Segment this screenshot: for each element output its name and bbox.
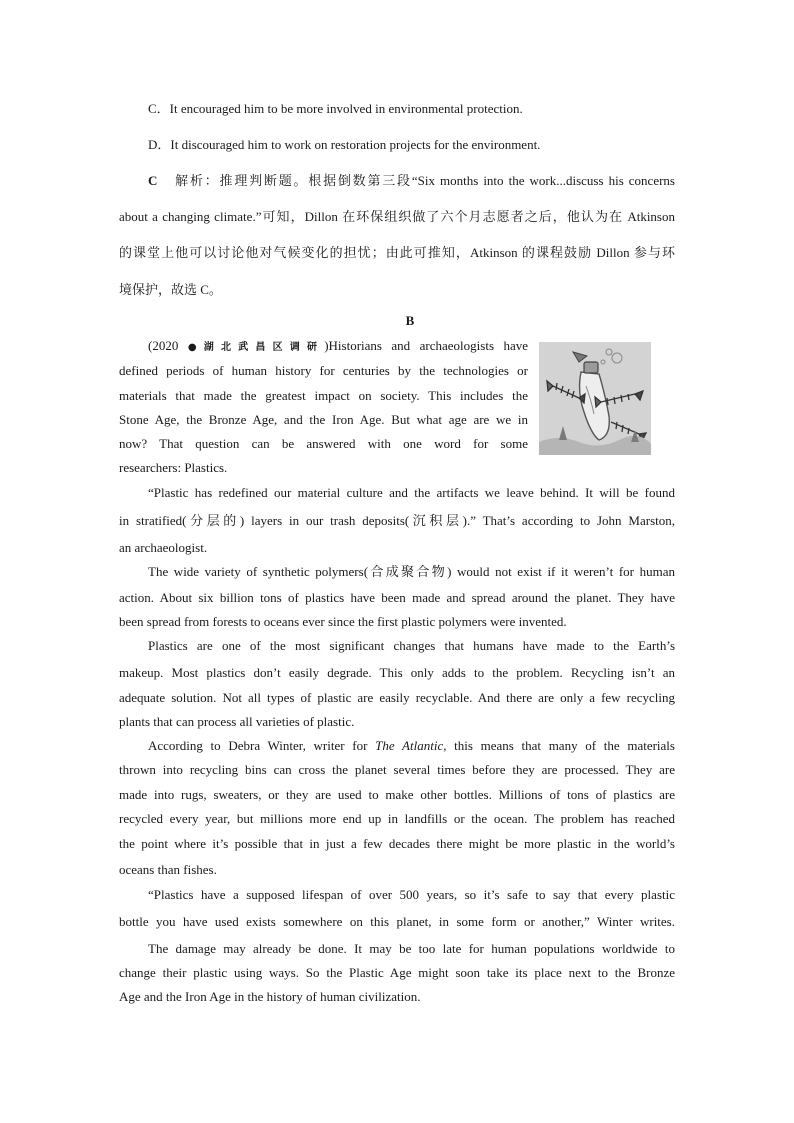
p5-line-5: the point where it’s possible that in just a few decades there might be more plastic in the world’s xyxy=(119,836,675,851)
illustration-svg xyxy=(539,342,651,455)
source-tag: ●湖北武昌区调研 xyxy=(187,342,325,353)
option-c: C．It encouraged him to be more involved in environmental protection. xyxy=(148,101,523,116)
p4-line-3: adequate solution. Not all types of plastic are easily recyclable. And there are only a few recycling xyxy=(119,690,675,705)
p5-line-1: According to Debra Winter, writer for The Atlantic, this means that many of the materials xyxy=(148,738,675,753)
p7-line-3: Age and the Iron Age in the history of human civilization. xyxy=(119,989,421,1004)
p1-line-3: materials that made the greatest impact on society. This includes the xyxy=(119,388,528,403)
p3-line-1: The wide variety of synthetic polymers(合成聚合物) would not exist if it weren’t for human xyxy=(148,564,675,579)
p4-line-4: plants that can process all varieties of plastic. xyxy=(119,714,355,729)
p7-line-2: change their plastic using ways. So the Plastic Age might soon take its place next to the Bronze xyxy=(119,965,675,980)
analysis-line-3: 的课堂上他可以讨论他对气候变化的担忧；由此可推知，Atkinson 的课程鼓励 Dillon 参与环 xyxy=(119,245,675,260)
p4-line-2: makeup. Most plastics don’t easily degrade. This only adds to the problem. Recycling isn’t an xyxy=(119,665,675,680)
p3-line-2: action. About six billion tons of plastics have been made and spread around the planet. They have xyxy=(119,590,675,605)
publication-title: The Atlantic, xyxy=(375,738,447,753)
p6-line-2: bottle you have used exists somewhere on this planet, in some form or another,” Winter writes. xyxy=(119,914,675,929)
analysis-line-1: C 解析：推理判断题。根据倒数第三段“Six months into the work...discuss his concerns xyxy=(148,173,675,188)
p7-line-1: The damage may already be done. It may be too late for human populations worldwide to xyxy=(148,941,675,956)
p4-line-1: Plastics are one of the most significant changes that humans have made to the Earth’s xyxy=(148,638,675,653)
p1-line-1: (2020 ●湖北武昌区调研)Historians and archaeologists have xyxy=(148,338,528,353)
p5-line-2: thrown into recycling bins can cross the planet several times before they are processed. They are xyxy=(119,762,675,777)
p1-line-4: Stone Age, the Bronze Age, and the Iron Age. But what age are we in xyxy=(119,412,528,427)
analysis-line-2: about a changing climate.”可知，Dillon 在环保组织做了六个月志愿者之后，他认为在 Atkinson xyxy=(119,209,675,224)
plastic-pollution-illustration xyxy=(539,342,651,455)
p6-line-1: “Plastics have a supposed lifespan of over 500 years, so it’s safe to say that every plastic xyxy=(148,887,675,902)
p2-line-2: in stratified(分层的) layers in our trash deposits(沉积层).” That’s according to John Marston, xyxy=(119,513,675,528)
p1-line-6: researchers: Plastics. xyxy=(119,460,228,475)
p3-line-3: been spread from forests to oceans ever since the first plastic polymers were invented. xyxy=(119,614,567,629)
p2-line-3: an archaeologist. xyxy=(119,540,208,555)
p1-line-2: defined periods of human history for centuries by the technologies or xyxy=(119,363,528,378)
analysis-line-4: 境保护，故选 C。 xyxy=(119,282,222,297)
p5-line-4: recycled every year, but millions more end up in landfills or the ocean. The problem has reached xyxy=(119,811,675,826)
p1-line-5: now? That question can be answered with one word for some xyxy=(119,436,528,451)
p5-line-3: made into rugs, sweaters, or they are used to make other bottles. Millions of tons of plastics are xyxy=(119,787,675,802)
answer-label: C xyxy=(148,173,158,188)
section-title: B xyxy=(405,313,415,328)
p5-line-6: oceans than fishes. xyxy=(119,862,217,877)
p2-line-1: “Plastic has redefined our material culture and the artifacts we leave behind. It will be found xyxy=(148,485,675,500)
option-d: D．It discouraged him to work on restoration projects for the environment. xyxy=(148,137,541,152)
